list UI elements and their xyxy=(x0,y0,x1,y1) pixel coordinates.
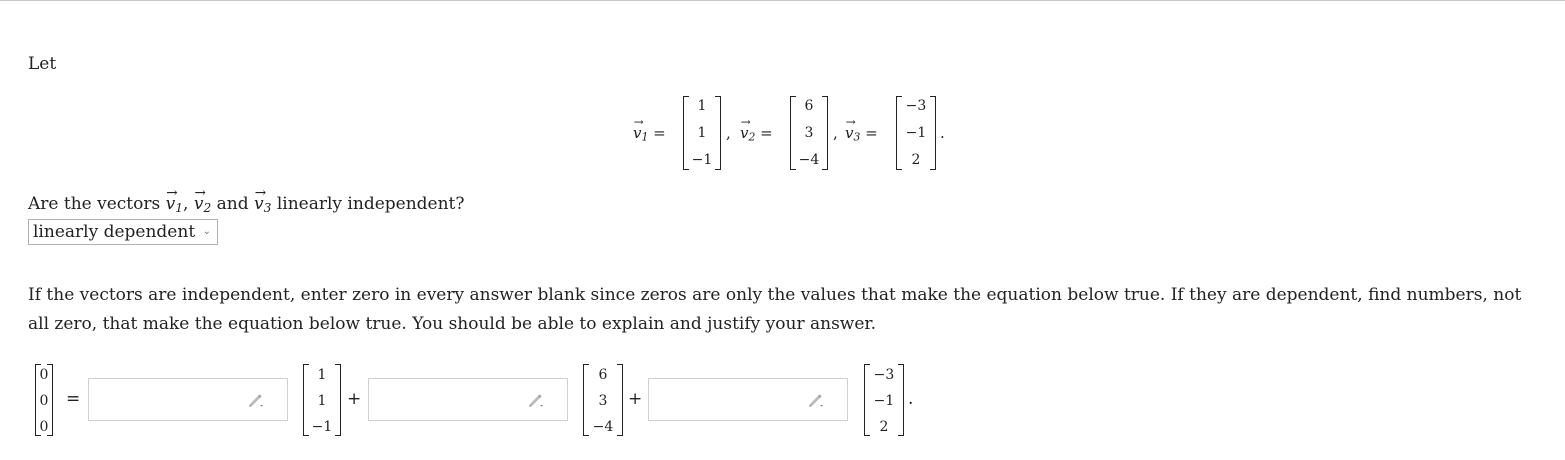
v3-label: → $v_3$ = xyxy=(845,124,878,144)
dropdown-selected-value: linearly dependent xyxy=(33,222,196,242)
v2-matrix: 6 3 −4 xyxy=(790,96,828,170)
v3-coef-matrix: −3 −1 2 xyxy=(864,364,904,436)
v2-coef-matrix: 6 3 −4 xyxy=(583,364,623,436)
plus-sign-1: + xyxy=(347,389,362,409)
v1-coef-matrix: 1 1 −1 xyxy=(303,364,341,436)
answer-blank-3[interactable] xyxy=(648,378,848,421)
answer-blank-2[interactable] xyxy=(368,378,568,421)
plus-sign-2: + xyxy=(628,389,643,409)
answer-blank-1[interactable] xyxy=(88,378,288,421)
v1-label: → $v_1$ = xyxy=(633,124,666,144)
top-divider xyxy=(0,0,1565,1)
equals-sign: = xyxy=(66,389,81,409)
independence-dropdown[interactable] xyxy=(28,219,218,245)
pencil-icon xyxy=(807,393,825,407)
v3-matrix: −3 −1 2 xyxy=(896,96,936,170)
comma-2: , xyxy=(833,124,838,142)
zero-vector-matrix: 0 0 0 xyxy=(35,364,53,436)
pencil-icon xyxy=(247,393,265,407)
comma-1: , xyxy=(726,124,731,142)
v2-label: → $v_2$ = xyxy=(740,124,773,144)
intro-text: Let xyxy=(28,54,57,74)
pencil-icon xyxy=(527,393,545,407)
v1-matrix: 1 1 −1 xyxy=(683,96,721,170)
period-2: . xyxy=(908,389,914,409)
period-1: . xyxy=(940,124,945,142)
instructions-text: If the vectors are independent, enter zero in every answer blank since zeros are only the values that make the equation below true. If they are dependent, find numbers, not all zero, that make the equation below true. You should be able to explain and justify your answer. xyxy=(28,285,1522,334)
question-text: Are the vectors → $v_1$, → $v_2$ and → $v_3$ linearly independent? xyxy=(28,194,465,218)
chevron-down-icon: ⌄ xyxy=(202,226,211,237)
